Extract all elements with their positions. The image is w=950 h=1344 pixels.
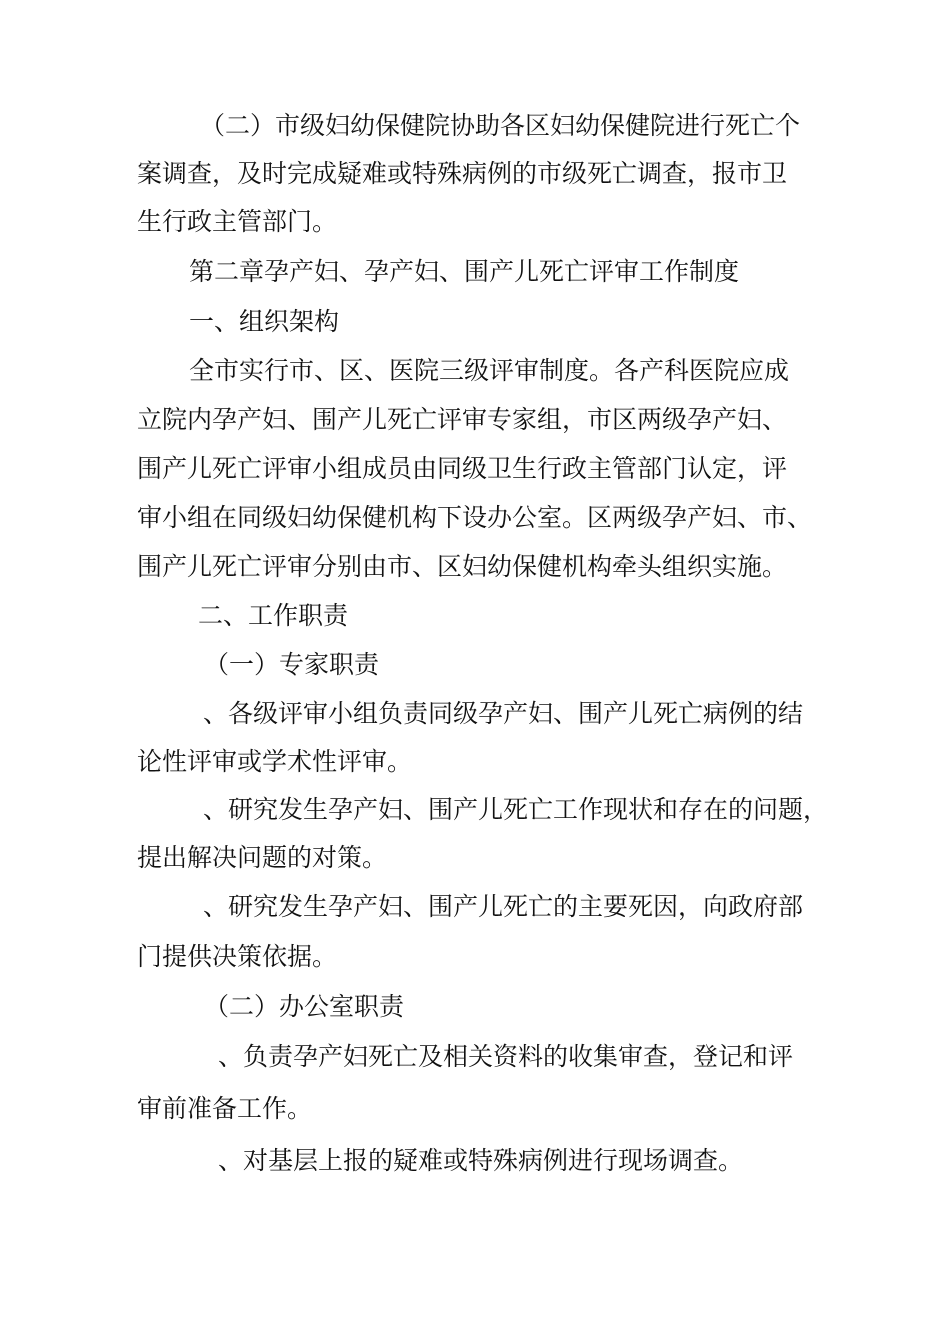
paragraph-line: （二）市级妇幼保健院协助各区妇幼保健院进行死亡个 [200,111,801,140]
list-item-line: 审前准备工作。 [137,1094,313,1123]
list-item-line: 论性评审或学术性评审。 [137,747,413,776]
list-item-line: 、研究发生孕产妇、围产儿死亡的主要死因，向政府部 [203,892,804,921]
paragraph-line: 审小组在同级妇幼保健机构下设办公室。区两级孕产妇、市、 [137,503,813,532]
list-item-line: 门提供决策依据。 [137,942,338,971]
chapter-heading: 第二章孕产妇、孕产妇、围产儿死亡评审工作制度 [189,257,740,286]
subsection-heading: （一）专家职责 [204,650,380,679]
section-heading: 一、组织架构 [189,307,340,336]
list-item-line: 、对基层上报的疑难或特殊病例进行现场调查。 [218,1146,744,1175]
list-item-line: 、各级评审小组负责同级孕产妇、围产儿死亡病例的结 [203,699,804,728]
list-item-line: 、负责孕产妇死亡及相关资料的收集审查，登记和评 [218,1042,794,1071]
paragraph-line: 案调查，及时完成疑难或特殊病例的市级死亡调查，报市卫 [137,159,788,188]
paragraph-line: 立院内孕产妇、围产儿死亡评审专家组，市区两级孕产妇、 [137,405,788,434]
paragraph-line: 围产儿死亡评审分别由市、区妇幼保健机构牵头组织实施。 [137,552,788,581]
list-item-line: 提出解决问题的对策。 [137,843,388,872]
paragraph-line: 围产儿死亡评审小组成员由同级卫生行政主管部门认定，评 [137,454,788,483]
paragraph-line: 生行政主管部门。 [137,207,338,236]
paragraph-line: 全市实行市、区、医院三级评审制度。各产科医院应成 [189,356,790,385]
subsection-heading: （二）办公室职责 [204,992,405,1021]
section-heading: 二、工作职责 [198,601,349,630]
list-item-line: 、研究发生孕产妇、围产儿死亡工作现状和存在的问题， [203,795,829,824]
